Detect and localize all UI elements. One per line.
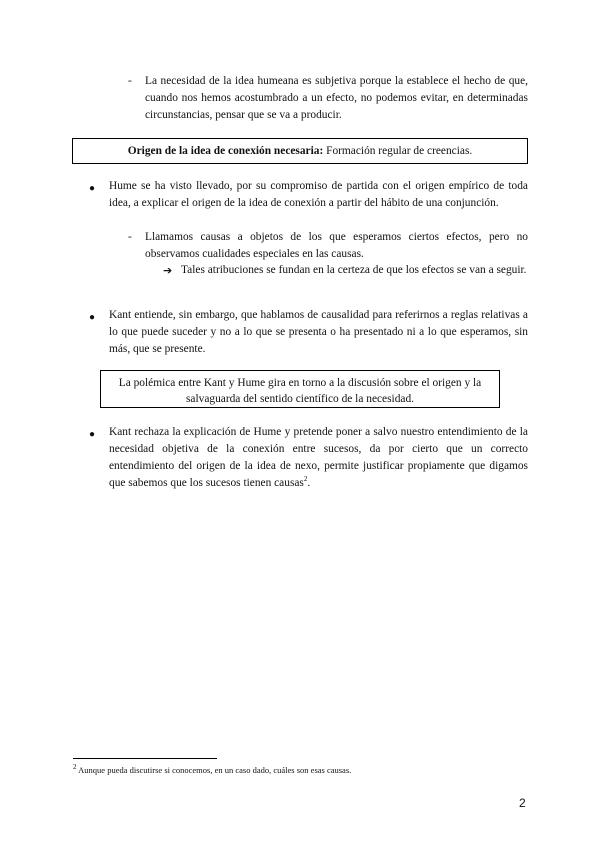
arrow-icon: ➔ <box>163 264 173 277</box>
heading-box-origin <box>72 138 528 164</box>
bullet-icon: ● <box>89 312 96 323</box>
arrow-paragraph-atribuciones: Tales atribuciones se fundan en la certeza de que los efectos se van a seguir. <box>181 264 527 276</box>
heading-box-bold: Origen de la idea de conexión necesaria: <box>127 145 324 157</box>
sub-paragraph-causas: Llamamos causas a objetos de los que esperamos ciertos efectos, pero no observamos cualidades especiales en las causas. <box>145 231 528 260</box>
bullet-paragraph-hume: Hume se ha visto llevado, por su compromiso de partida con el origen empírico de toda idea, a explicar el origen de la idea de conexión a partir del hábito de una conjunción. <box>109 180 528 209</box>
footnote-text: Aunque pueda discutirse si conocemos, en un caso dado, cuáles son esas causas. <box>76 765 352 775</box>
footnote <box>73 764 351 776</box>
footnote-divider <box>73 758 217 759</box>
page-number: 2 <box>519 796 526 810</box>
kant-rechaza-text: Kant rechaza la explicación de Hume y pretende poner a salvo nuestro entendimiento de la necesidad objetiva de la conexión entre sucesos, da por cierto que un correcto entendimiento del origen de la idea de nexo, permite justificar propiamente que digamos que sabemos que los sucesos tienen causas <box>109 426 528 489</box>
footnote-ref[interactable]: 2 <box>303 475 308 484</box>
bullet-paragraph-kant: Kant entiende, sin embargo, que hablamos de causalidad para referirnos a reglas relativas a lo que puede suceder y no a lo que se presenta o ha presentado ni a lo que esperamos, sin más, que se presente. <box>109 309 528 355</box>
polemica-box: La polémica entre Kant y Hume gira en torno a la discusión sobre el origen y la salvaguarda del sentido científico de la necesidad. <box>100 370 500 408</box>
kant-rechaza-end: . <box>307 477 311 489</box>
sub-dash: - <box>128 231 132 243</box>
footnote-number: 2 <box>73 763 77 772</box>
bullet-icon: ● <box>89 183 96 194</box>
intro-dash: - <box>128 75 132 87</box>
bullet-paragraph-kant-rechaza <box>109 424 528 492</box>
heading-box-rest: Formación regular de creencias. <box>323 145 473 157</box>
intro-paragraph: La necesidad de la idea humeana es subjetiva porque la establece el hecho de que, cuando nos hemos acostumbrado a un efecto, no podemos evitar, en determinadas circunstancias, pensar que se va a producir. <box>145 75 528 121</box>
bullet-icon: ● <box>89 429 96 440</box>
